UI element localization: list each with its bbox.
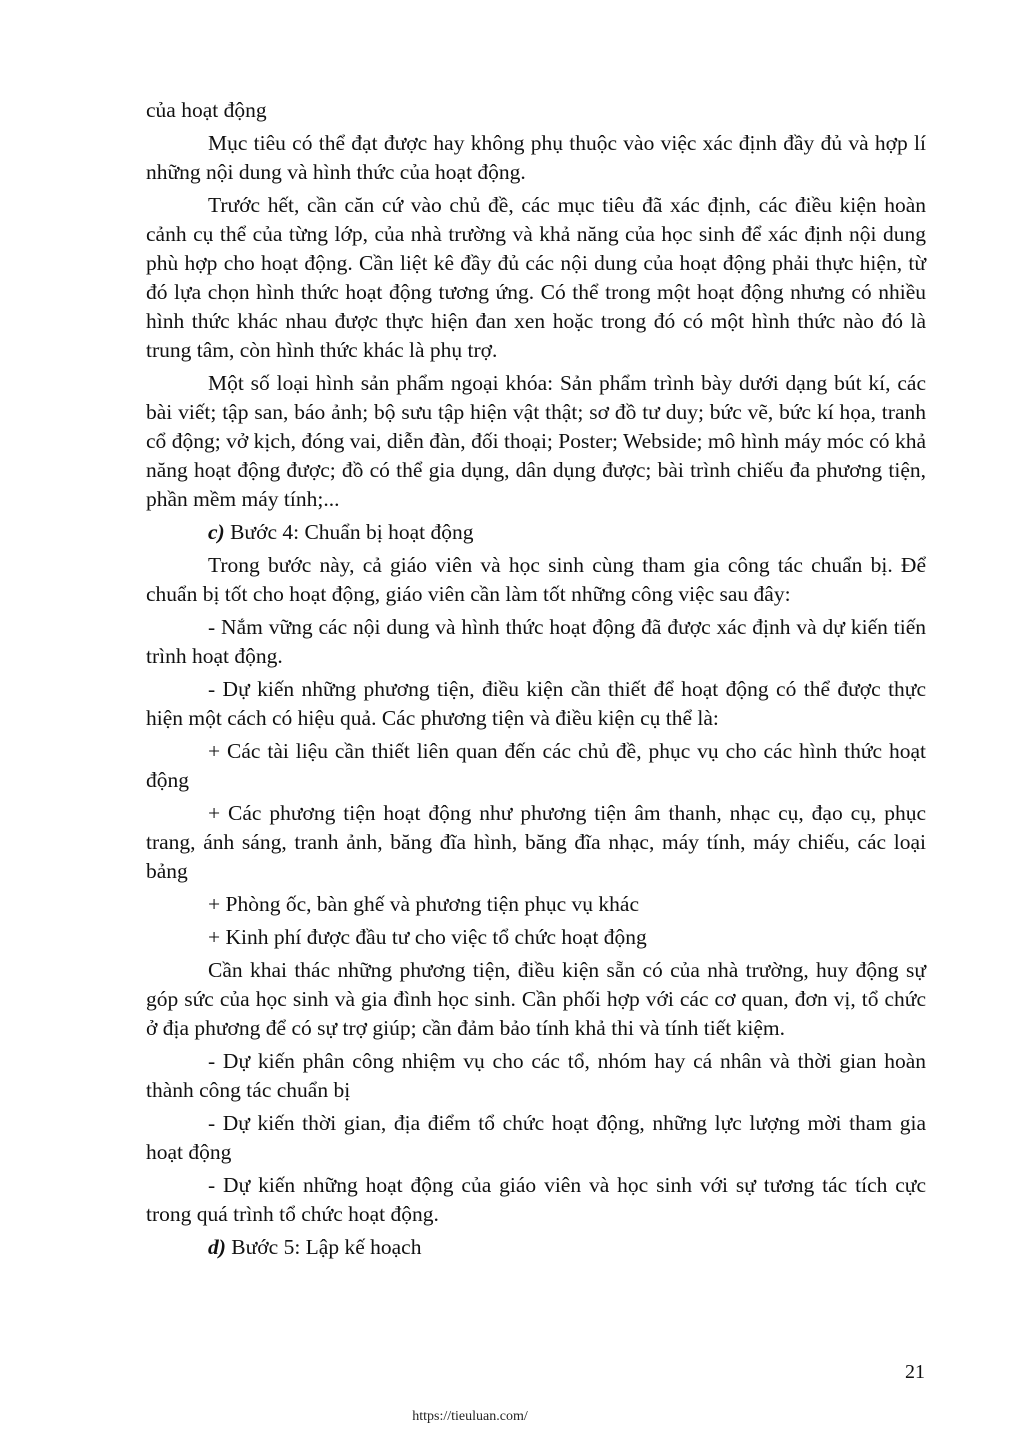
paragraph: Cần khai thác những phương tiện, điều kiện sẵn có của nhà trường, huy động sự góp sức của học sinh và gia đình học sinh. Cần phối hợp với các cơ quan, đơn vị, tổ chức ở địa phương để có sự trợ giúp; cần đảm bảo tính khả thi và tính tiết kiệm.	[146, 958, 926, 1040]
list-item: - Dự kiến những hoạt động của giáo viên và học sinh với sự tương tác tích cực trong quá trình tổ chức hoạt động.	[146, 1173, 926, 1226]
heading-marker: d)	[208, 1235, 226, 1259]
paragraph: Trước hết, cần căn cứ vào chủ đề, các mục tiêu đã xác định, các điều kiện hoàn cảnh cụ thể của từng lớp, của nhà trường và khả năng của học sinh để xác định nội dung phù hợp cho hoạt động. Cần liệt kê đầy đủ các nội dung của hoạt động phải thực hiện, từ đó lựa chọn hình thức hoạt động tương ứng. Có thể trong một hoạt động nhưng có nhiều hình thức khác nhau được thực hiện đan xen hoặc trong đó có một hình thức nào đó là trung tâm, còn hình thức khác là phụ trợ.	[146, 193, 926, 362]
page-number: 21	[905, 1361, 925, 1383]
list-item: + Các phương tiện hoạt động như phương tiện âm thanh, nhạc cụ, đạo cụ, phục trang, ánh sáng, tranh ảnh, băng đĩa hình, băng đĩa nhạc, máy tính, máy chiếu, các loại bảng	[146, 801, 926, 883]
list-item: - Nắm vững các nội dung và hình thức hoạt động đã được xác định và dự kiến tiến trình hoạt động.	[146, 615, 926, 668]
paragraph: của hoạt động	[146, 98, 267, 122]
list-item: - Dự kiến thời gian, địa điểm tổ chức hoạt động, những lực lượng mời tham gia hoạt động	[146, 1111, 926, 1164]
section-heading-c	[146, 518, 926, 547]
list-item: + Các tài liệu cần thiết liên quan đến các chủ đề, phục vụ cho các hình thức hoạt động	[146, 739, 926, 792]
footer-url: https://tieuluan.com/	[412, 1409, 528, 1424]
paragraph: Một số loại hình sản phẩm ngoại khóa: Sản phẩm trình bày dưới dạng bút kí, các bài viết; tập san, báo ảnh; bộ sưu tập hiện vật thật; sơ đồ tư duy; bức vẽ, bức kí họa, tranh cổ động; vở kịch, đóng vai, diễn đàn, đối thoại; Poster; Webside; mô hình máy móc có khả năng hoạt động được; đồ có thể gia dụng, dân dụng được; bài trình chiếu đa phương tiện, phần mềm máy tính;...	[146, 371, 926, 511]
list-item: + Phòng ốc, bàn ghế và phương tiện phục vụ khác	[208, 892, 640, 916]
list-item: - Dự kiến những phương tiện, điều kiện cần thiết để hoạt động có thể được thực hiện một cách có hiệu quả. Các phương tiện và điều kiện cụ thể là:	[146, 677, 926, 730]
paragraph: Mục tiêu có thể đạt được hay không phụ thuộc vào việc xác định đầy đủ và hợp lí những nội dung và hình thức của hoạt động.	[146, 131, 926, 184]
document-body	[146, 96, 926, 1266]
heading-text: Bước 4: Chuẩn bị hoạt động	[224, 520, 474, 544]
paragraph: Trong bước này, cả giáo viên và học sinh cùng tham gia công tác chuẩn bị. Để chuẩn bị tốt cho hoạt động, giáo viên cần làm tốt những công việc sau đây:	[146, 553, 926, 606]
heading-marker: c)	[208, 520, 225, 544]
list-item: + Kinh phí được đầu tư cho việc tổ chức hoạt động	[208, 925, 647, 949]
heading-text: Bước 5: Lập kế hoạch	[225, 1235, 422, 1259]
list-item: - Dự kiến phân công nhiệm vụ cho các tổ, nhóm hay cá nhân và thời gian hoàn thành công tác chuẩn bị	[146, 1049, 926, 1102]
section-heading-d	[146, 1233, 926, 1262]
